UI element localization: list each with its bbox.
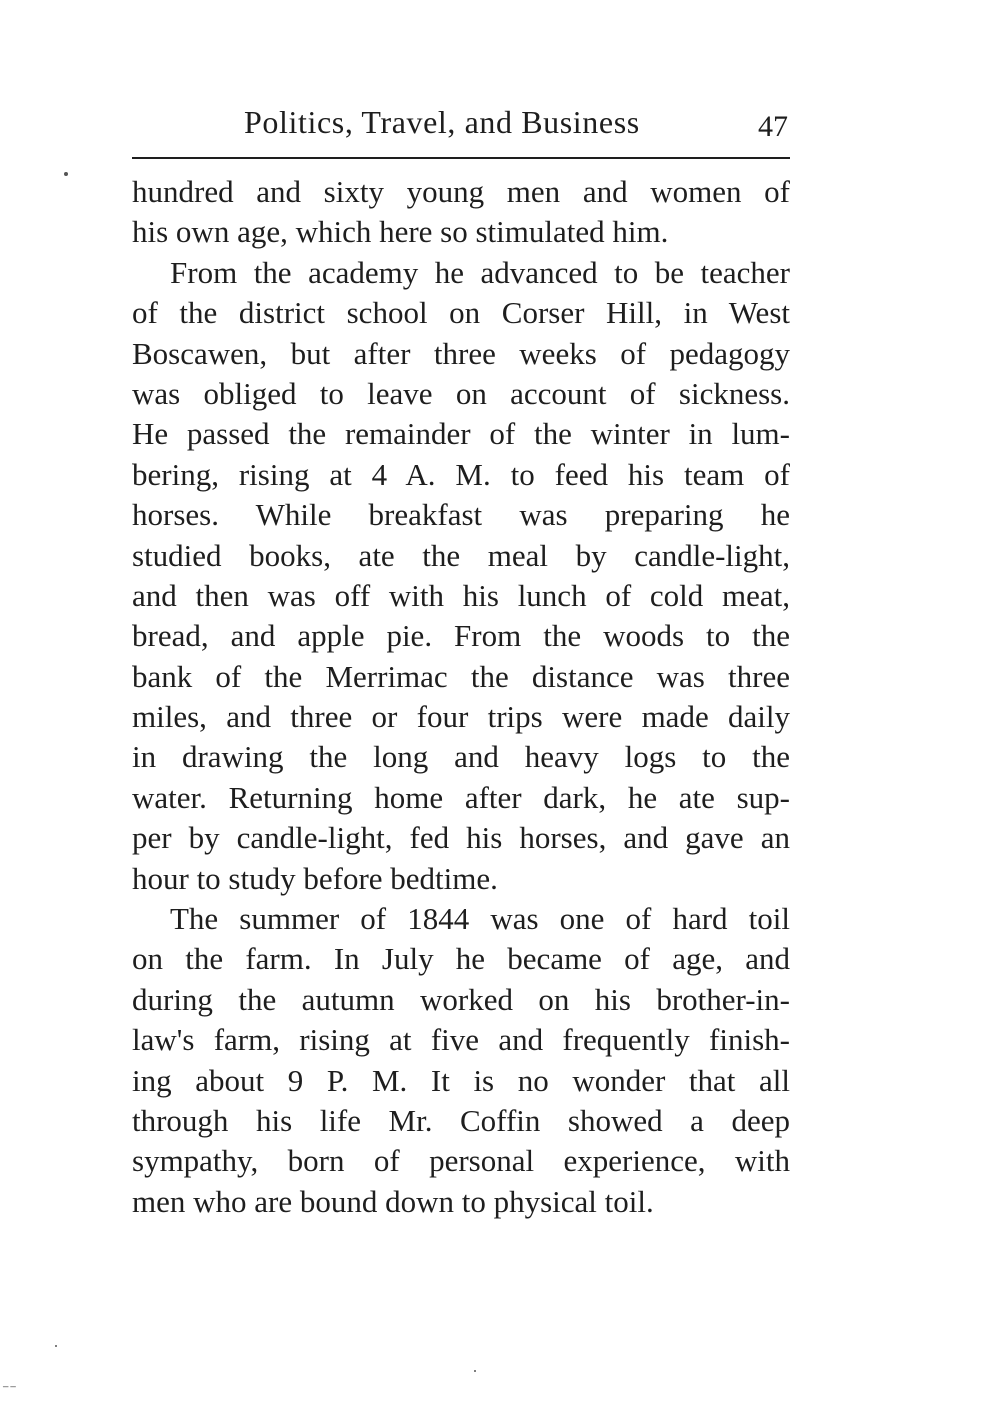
text-line: through his life Mr. Coffin showed a deep <box>132 1102 790 1138</box>
text-line: He passed the remainder of the winter in lum- <box>132 416 790 452</box>
text-line: From the academy he advanced to be teacher <box>170 254 790 290</box>
text-line: ing about 9 P. M. It is no wonder that all <box>132 1062 790 1098</box>
running-header <box>132 104 790 150</box>
text-line: bread, and apple pie. From the woods to the <box>132 618 790 654</box>
body-text <box>132 172 790 1222</box>
text-line: bank of the Merrimac the distance was three <box>132 658 790 694</box>
text-line: hundred and sixty young men and women of <box>132 174 790 209</box>
text-line: sympathy, born of personal experience, with <box>132 1143 790 1179</box>
scan-speck <box>474 1370 476 1372</box>
text-line: in drawing the long and heavy logs to the <box>132 739 790 775</box>
text-line: miles, and three or four trips were made daily <box>132 699 790 735</box>
scan-speck <box>55 1345 57 1347</box>
text-line: Boscawen, but after three weeks of pedagogy <box>132 335 790 371</box>
text-line: bering, rising at 4 A. M. to feed his team of <box>132 456 790 492</box>
text-line: during the autumn worked on his brother-in- <box>132 981 790 1017</box>
header-rule <box>132 157 790 159</box>
text-line: was obliged to leave on account of sickness. <box>132 375 790 411</box>
text-line: hour to study before bedtime. <box>132 860 498 896</box>
text-line: law's farm, rising at five and frequently finish- <box>132 1022 790 1058</box>
text-line: on the farm. In July he became of age, and <box>132 941 790 977</box>
page-number: 47 <box>758 110 788 143</box>
text-line: per by candle-light, fed his horses, and gave an <box>132 820 790 856</box>
scan-corner-mark: ⁻⁻ <box>2 1382 17 1398</box>
text-line: water. Returning home after dark, he ate sup- <box>132 779 790 815</box>
text-line: horses. While breakfast was preparing he <box>132 497 790 533</box>
running-title: Politics, Travel, and Business <box>244 104 640 140</box>
text-line: The summer of 1844 was one of hard toil <box>170 901 790 937</box>
text-line: men who are bound down to physical toil. <box>132 1183 654 1219</box>
scan-speck <box>64 172 68 176</box>
text-line: studied books, ate the meal by candle-light, <box>132 537 790 573</box>
text-line: his own age, which here so stimulated him. <box>132 214 669 250</box>
text-line: of the district school on Corser Hill, in West <box>132 295 790 331</box>
text-line: and then was off with his lunch of cold meat, <box>132 577 790 613</box>
